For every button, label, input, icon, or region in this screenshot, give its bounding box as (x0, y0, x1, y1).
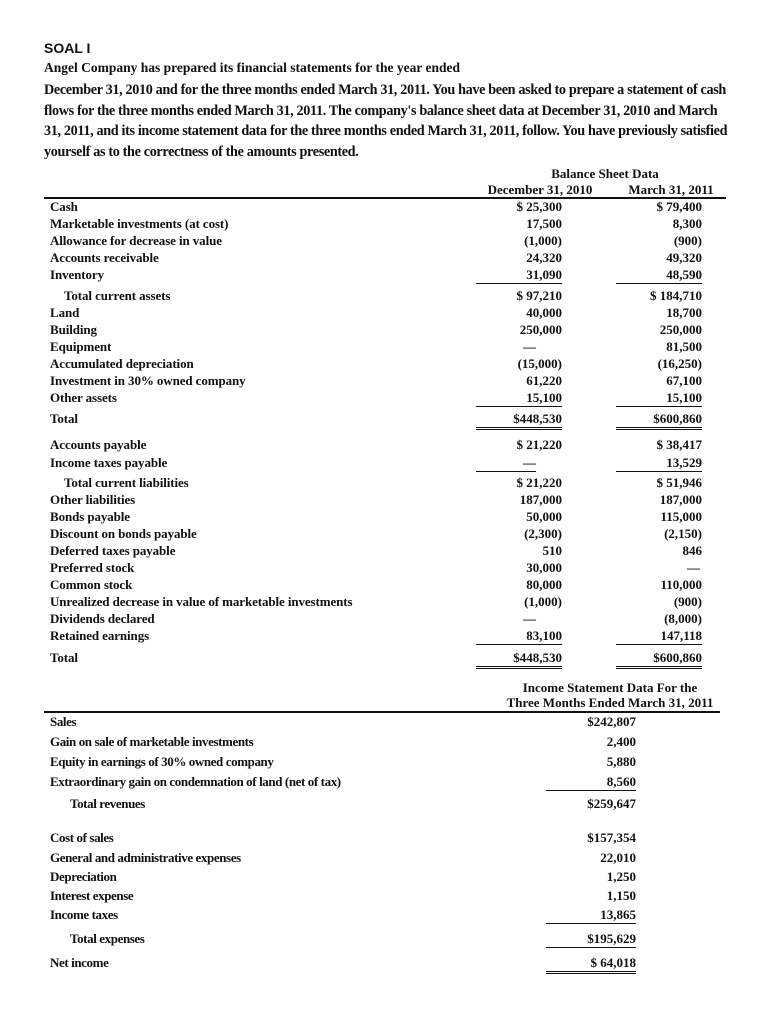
table-row (0, 339, 768, 356)
row-label: Total (50, 411, 78, 426)
row-label: Deferred taxes payable (50, 543, 176, 558)
table-row (0, 526, 768, 543)
table-row (0, 611, 768, 628)
income-statement-title-line2: Three Months Ended March 31, 2011 (506, 695, 714, 710)
value-mar-2011: (16,250) (657, 356, 702, 371)
income-statement-top-rule (44, 711, 720, 713)
value-dec-2010: 61,220 (526, 373, 562, 388)
value-dec-2010: 250,000 (519, 322, 562, 337)
row-label: Building (50, 322, 97, 337)
table-row (0, 628, 768, 645)
value-mar-2011: 187,000 (659, 492, 702, 507)
row-label: Other assets (50, 390, 117, 405)
row-label: Discount on bonds payable (50, 526, 197, 541)
row-label: Unrealized decrease in value of marketable investments (50, 594, 353, 609)
value-mar-2011: 18,700 (666, 305, 702, 320)
value-dec-2010: $ 97,210 (516, 288, 562, 303)
table-row (0, 373, 768, 390)
row-value: $242,807 (587, 714, 636, 729)
table-row (0, 455, 768, 472)
row-label: Land (50, 305, 80, 320)
table-row (0, 594, 768, 611)
value-mar-2011: $ 79,400 (656, 199, 702, 214)
value-mar-2011: $600,860 (616, 650, 702, 669)
value-mar-2011: (8,000) (664, 611, 702, 626)
table-row (0, 356, 768, 373)
table-row (0, 774, 768, 791)
table-row (0, 888, 768, 905)
table-row (0, 543, 768, 560)
intro-paragraph: December 31, 2010 and for the three months ended March 31, 2011. You have been asked to prepare a statement of cash flows for the three months ended March 31, 2011. The company's balance sheet data at December 31, 2010 and March 31, 2011, and its income statement data for the three months ended March 31, 2011, follow. You have previously satisfied yourself as to the correctness of the amounts presented. (44, 82, 728, 160)
row-label: Total expenses (70, 931, 145, 946)
value-dec-2010: 24,320 (526, 250, 562, 265)
row-value: 5,880 (606, 754, 636, 769)
table-row (0, 754, 768, 771)
value-dec-2010: 80,000 (526, 577, 562, 592)
value-dec-2010: 83,100 (476, 628, 562, 645)
row-value: 2,400 (606, 734, 636, 749)
income-statement-title-line1: Income Statement Data For the (522, 680, 698, 695)
row-label: Accounts payable (50, 437, 147, 452)
value-mar-2011: 8,300 (672, 216, 702, 231)
row-label: Accumulated depreciation (50, 356, 194, 371)
value-dec-2010: (1,000) (524, 233, 562, 248)
column-header-mar-2011: March 31, 2011 (628, 182, 714, 197)
value-mar-2011: (2,150) (664, 526, 702, 541)
value-dec-2010: $ 25,300 (516, 199, 562, 214)
table-row (0, 267, 768, 284)
table-row (0, 931, 768, 948)
row-label: Total current assets (64, 288, 171, 303)
value-mar-2011: — (687, 560, 700, 575)
table-row (0, 250, 768, 267)
value-mar-2011: $ 51,946 (656, 475, 702, 490)
value-dec-2010: $ 21,220 (516, 437, 562, 452)
row-label: Total revenues (70, 796, 145, 811)
table-row (0, 650, 768, 667)
table-row (0, 907, 768, 924)
value-dec-2010: 40,000 (526, 305, 562, 320)
row-label: Depreciation (50, 869, 117, 884)
value-mar-2011: 115,000 (660, 509, 702, 524)
value-dec-2010: (1,000) (524, 594, 562, 609)
row-label: Total (50, 650, 78, 665)
value-dec-2010: $448,530 (476, 650, 562, 669)
value-dec-2010: 15,100 (476, 390, 562, 407)
row-label: Net income (50, 955, 109, 970)
value-dec-2010: 31,090 (476, 267, 562, 284)
row-label: Gain on sale of marketable investments (50, 734, 254, 749)
value-dec-2010: $ 21,220 (516, 475, 562, 490)
value-mar-2011: 48,590 (616, 267, 702, 284)
row-value: $259,647 (587, 796, 636, 811)
value-mar-2011: $ 184,710 (650, 288, 702, 303)
value-dec-2010: 30,000 (526, 560, 562, 575)
row-label: Inventory (50, 267, 104, 282)
value-mar-2011: 110,000 (660, 577, 702, 592)
row-value: 1,250 (606, 869, 636, 884)
table-row (0, 796, 768, 813)
row-label: Extraordinary gain on condemnation of land (net of tax) (50, 774, 341, 789)
table-row (0, 233, 768, 250)
table-row (0, 492, 768, 509)
value-dec-2010: 187,000 (519, 492, 562, 507)
table-row (0, 305, 768, 322)
table-row (0, 411, 768, 428)
value-mar-2011: 67,100 (666, 373, 702, 388)
value-mar-2011: $ 38,417 (656, 437, 702, 452)
table-row (0, 830, 768, 847)
value-mar-2011: 250,000 (659, 322, 702, 337)
value-mar-2011: 13,529 (616, 455, 702, 472)
row-label: Common stock (50, 577, 133, 592)
value-dec-2010: — (523, 611, 536, 626)
row-value: 1,150 (606, 888, 636, 903)
intro-first-line: Angel Company has prepared its financial statements for the year ended (44, 60, 461, 75)
row-label: Preferred stock (50, 560, 135, 575)
row-label: Dividends declared (50, 611, 155, 626)
table-row (0, 850, 768, 867)
value-dec-2010: (2,300) (524, 526, 562, 541)
table-row (0, 955, 768, 972)
table-row (0, 288, 768, 305)
table-row (0, 714, 768, 731)
row-label: Cash (50, 199, 78, 214)
table-row (0, 322, 768, 339)
column-header-dec-2010: December 31, 2010 (487, 182, 593, 197)
row-label: Bonds payable (50, 509, 130, 524)
row-label: Equipment (50, 339, 112, 354)
table-row (0, 390, 768, 407)
row-label: Retained earnings (50, 628, 150, 643)
row-label: Investment in 30% owned company (50, 373, 246, 388)
row-label: General and administrative expenses (50, 850, 241, 865)
value-dec-2010: — (523, 339, 536, 354)
value-mar-2011: (900) (673, 594, 702, 609)
row-value: 13,865 (546, 907, 636, 924)
value-dec-2010: $448,530 (476, 411, 562, 430)
problem-heading: SOAL I (44, 40, 91, 56)
value-mar-2011: (900) (673, 233, 702, 248)
table-row (0, 475, 768, 492)
row-label: Cost of sales (50, 830, 114, 845)
value-mar-2011: 846 (682, 543, 702, 558)
value-dec-2010: — (476, 455, 536, 472)
row-label: Marketable investments (at cost) (50, 216, 229, 231)
value-mar-2011: 147,118 (616, 628, 702, 645)
table-row (0, 869, 768, 886)
value-mar-2011: $600,860 (616, 411, 702, 430)
row-label: Sales (50, 714, 77, 729)
value-dec-2010: (15,000) (517, 356, 562, 371)
row-label: Other liabilities (50, 492, 136, 507)
table-row (0, 560, 768, 577)
value-dec-2010: 17,500 (526, 216, 562, 231)
table-row (0, 437, 768, 454)
row-value: $ 64,018 (546, 955, 636, 974)
row-label: Interest expense (50, 888, 134, 903)
row-label: Income taxes (50, 907, 118, 922)
value-dec-2010: 50,000 (526, 509, 562, 524)
table-row (0, 577, 768, 594)
row-value: 22,010 (600, 850, 636, 865)
table-row (0, 509, 768, 526)
row-label: Accounts receivable (50, 250, 159, 265)
row-value: $195,629 (546, 931, 636, 948)
value-dec-2010: 510 (542, 543, 562, 558)
balance-sheet-title: Balance Sheet Data (551, 166, 659, 181)
value-mar-2011: 49,320 (666, 250, 702, 265)
row-label: Equity in earnings of 30% owned company (50, 754, 274, 769)
row-label: Allowance for decrease in value (50, 233, 222, 248)
row-label: Total current liabilities (64, 475, 189, 490)
table-row (0, 216, 768, 233)
row-label: Income taxes payable (50, 455, 168, 470)
table-row (0, 734, 768, 751)
table-row (0, 199, 768, 216)
value-mar-2011: 81,500 (666, 339, 702, 354)
value-mar-2011: 15,100 (616, 390, 702, 407)
row-value: $157,354 (587, 830, 636, 845)
row-value: 8,560 (546, 774, 636, 791)
